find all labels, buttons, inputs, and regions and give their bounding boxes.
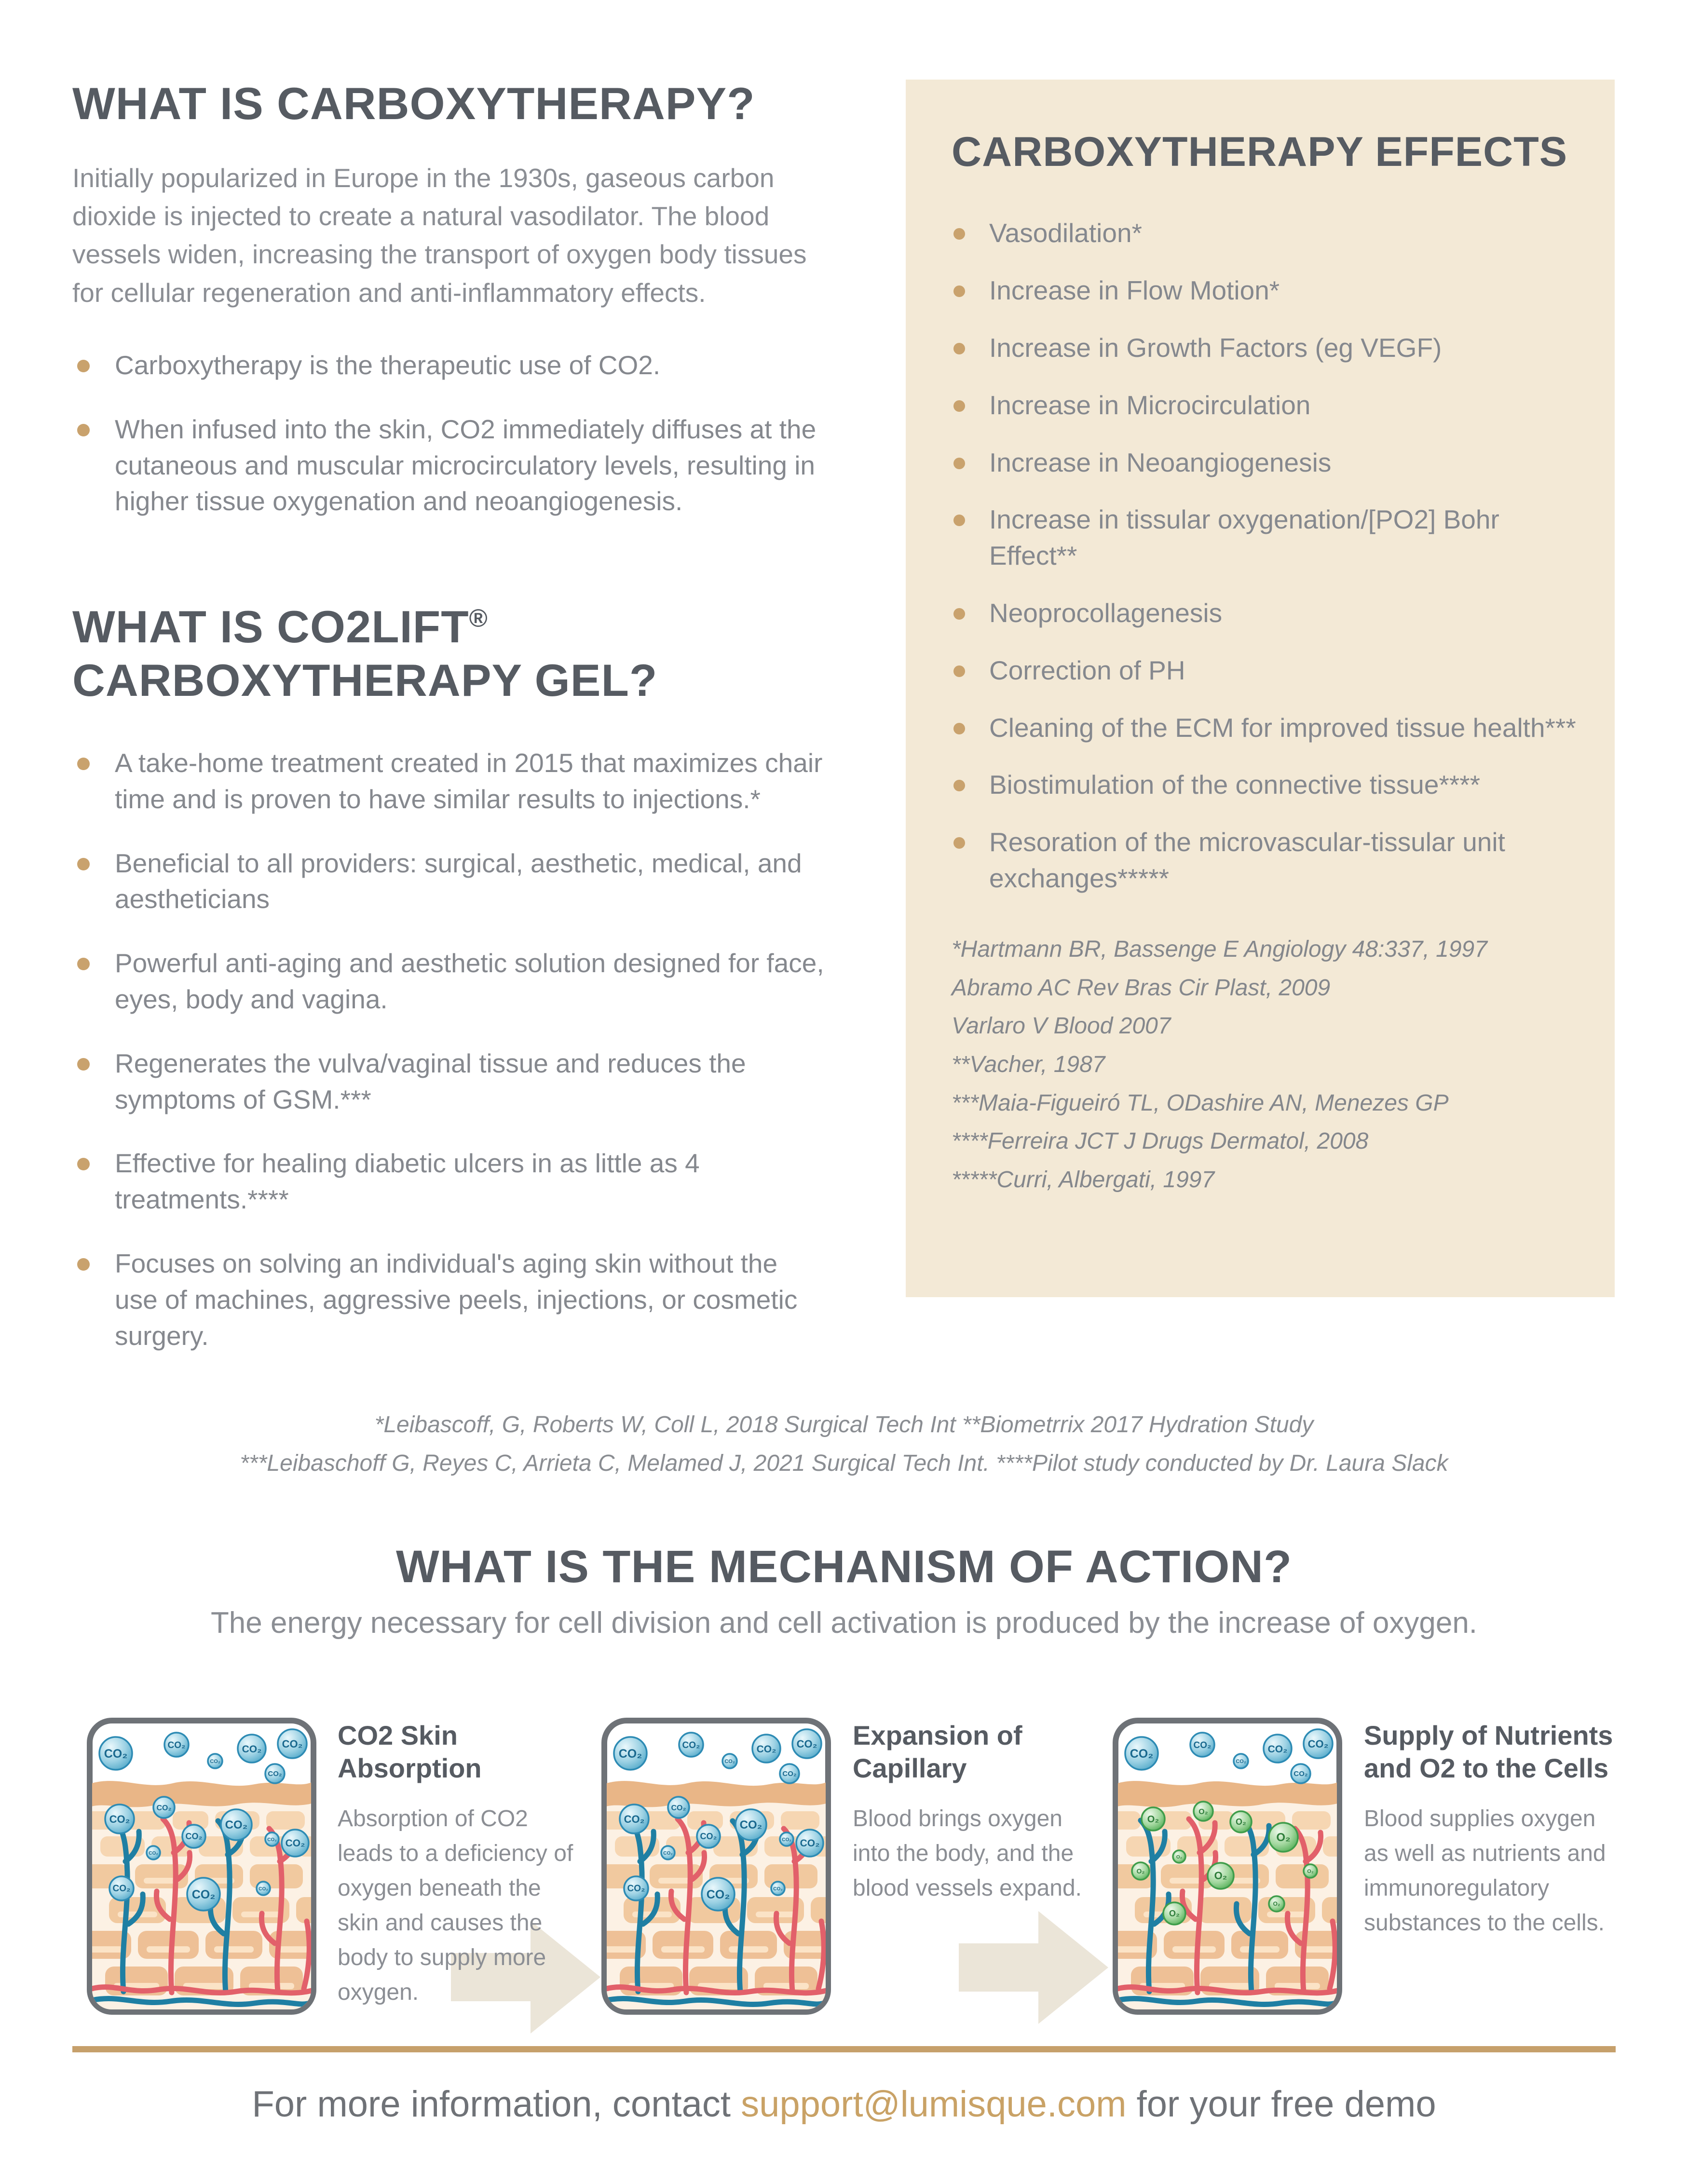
effects-bullets [952,215,1615,896]
svg-text:CO₂: CO₂ [671,1804,686,1812]
svg-text:CO₂: CO₂ [618,1747,642,1761]
svg-text:CO₂: CO₂ [242,1744,262,1755]
list-item: Resoration of the microvascular-tissular unit exchanges***** [952,824,1578,896]
panel-description: Blood supplies oxygen as well as nutrients and immunoregulatory substances to the cells. [1364,1805,1606,1936]
svg-text:O₂: O₂ [1147,1814,1159,1825]
svg-text:CO₂: CO₂ [282,1738,303,1750]
svg-text:CO₂: CO₂ [104,1747,128,1761]
registered-mark: ® [469,604,488,632]
effects-title: CARBOXYTHERAPY EFFECTS [952,129,1568,175]
footer-text: For more information, contact support@lumisque.com for your free demo [252,2084,1436,2125]
svg-text:CO₂: CO₂ [782,1770,797,1778]
svg-text:CO₂: CO₂ [268,1770,282,1778]
list-item: Powerful anti-aging and aesthetic solution designed for face, eyes, body and vagina. [72,945,825,1017]
panel-title: Supply of Nutrients and O2 to the Cells [1364,1720,1613,1784]
citation: ****Ferreira JCT J Drugs Dermatol, 2008 [952,1128,1369,1154]
svg-text:CO₂: CO₂ [782,1837,791,1843]
intro-bullets [72,347,822,547]
list-item: Beneficial to all providers: surgical, aesthetic, medical, and aestheticians [72,845,825,918]
svg-text:CO₂: CO₂ [796,1738,817,1750]
svg-text:CO₂: CO₂ [1267,1744,1288,1755]
svg-text:CO₂: CO₂ [739,1818,762,1831]
svg-text:O₂: O₂ [1136,1867,1145,1875]
flow-arrow-icon [959,1907,1108,2028]
svg-text:CO₂: CO₂ [1193,1740,1212,1750]
svg-text:CO₂: CO₂ [285,1838,305,1849]
list-item: Regenerates the vulva/vaginal tissue and reduces the symptoms of GSM.*** [72,1045,825,1118]
svg-text:O₂: O₂ [1169,1909,1180,1918]
svg-text:CO₂: CO₂ [773,1886,783,1892]
list-item: Increase in Growth Factors (eg VEGF) [952,330,1578,366]
citation: ***Maia-Figueiró TL, ODashire AN, Menezes GP [952,1090,1449,1116]
citation: **Vacher, 1987 [952,1051,1105,1077]
list-item: Increase in Flow Motion* [952,272,1578,309]
svg-text:CO₂: CO₂ [156,1804,172,1812]
support-email-link[interactable]: support@lumisque.com [741,2084,1127,2125]
gel-title: WHAT IS CO2LIFT® CARBOXYTHERAPY GEL? [72,601,658,705]
panel-2-text [853,1719,1084,1906]
svg-text:CO₂: CO₂ [1130,1747,1154,1761]
list-item: Neoprocollagenesis [952,595,1578,631]
svg-text:CO₂: CO₂ [109,1813,130,1825]
svg-text:O₂: O₂ [1236,1817,1246,1827]
panel-title: Expansion of Capillary [853,1720,1022,1784]
footer-divider [72,2046,1616,2052]
svg-text:CO₂: CO₂ [700,1831,717,1841]
svg-text:CO₂: CO₂ [706,1888,730,1901]
svg-text:CO₂: CO₂ [267,1837,277,1843]
list-item: Carboxytherapy is the therapeutic use of CO2. [72,347,822,383]
svg-text:CO₂: CO₂ [210,1759,220,1764]
list-item: Vasodilation* [952,215,1578,251]
svg-text:O₂: O₂ [1273,1900,1280,1907]
svg-text:CO₂: CO₂ [800,1838,820,1849]
panel-description: Absorption of CO2 leads to a deficiency of oxygen beneath the skin and causes the body to supply more oxygen. [338,1805,573,2005]
svg-text:CO₂: CO₂ [756,1744,776,1755]
svg-text:O₂: O₂ [1214,1870,1227,1882]
svg-text:CO₂: CO₂ [149,1851,158,1856]
svg-text:CO₂: CO₂ [167,1740,186,1750]
list-item: Biostimulation of the connective tissue**** [952,767,1578,803]
svg-text:CO₂: CO₂ [1236,1759,1246,1764]
footnote-line: *Leibascoff, G, Roberts W, Coll L, 2018 Surgical Tech Int **Biometrrix 2017 Hydration Study [374,1412,1314,1438]
panel-description: Blood brings oxygen into the body, and the blood vessels expand. [853,1805,1082,1901]
list-item: Increase in Neoangiogenesis [952,445,1578,481]
svg-text:CO₂: CO₂ [112,1884,131,1894]
effects-box [906,80,1615,1297]
footnote-line: ***Leibaschoff G, Reyes C, Arrieta C, Melamed J, 2021 Surgical Tech Int. ****Pilot study conducted by Dr. Laura Slack [240,1450,1448,1476]
list-item: Correction of PH [952,652,1578,689]
capillary-expansion-illustration [600,1717,832,2016]
gel-bullets [72,745,825,1382]
list-item: Effective for healing diabetic ulcers in as little as 4 treatments.**** [72,1145,825,1218]
svg-text:CO₂: CO₂ [185,1831,203,1841]
svg-text:CO₂: CO₂ [663,1851,673,1856]
panel-title: CO2 Skin Absorption [338,1720,482,1784]
mechanism-subtitle: The energy necessary for cell division and cell activation is produced by the increase of oxygen. [210,1606,1478,1640]
svg-text:CO₂: CO₂ [259,1886,268,1892]
nutrient-supply-illustration [1112,1717,1343,2016]
svg-text:CO₂: CO₂ [1293,1770,1308,1778]
svg-text:CO₂: CO₂ [627,1884,645,1894]
list-item: When infused into the skin, CO2 immediately diffuses at the cutaneous and muscular microcirculatory levels, resulting in higher tissue oxygenation and neoangiogenesis. [72,411,822,519]
skin-absorption-illustration [86,1717,317,2016]
list-item: Increase in tissular oxygenation/[PO2] Bohr Effect** [952,502,1578,574]
svg-text:CO₂: CO₂ [191,1888,216,1901]
svg-text:CO₂: CO₂ [724,1759,735,1764]
panel-1-text [338,1719,579,2010]
intro-paragraph: Initially popularized in Europe in the 1930s, gaseous carbon dioxide is injected to create a natural vasodilator. The blood vessels widen, increasing the transport of oxygen body tissues for cellular regeneration and anti-inflammatory effects. [72,163,807,308]
panel-3-text [1364,1719,1617,1940]
citation: *****Curri, Albergati, 1997 [952,1167,1215,1193]
svg-text:CO₂: CO₂ [1307,1738,1329,1750]
svg-text:CO₂: CO₂ [682,1740,700,1750]
svg-text:CO₂: CO₂ [624,1813,645,1825]
citation: *Hartmann BR, Bassenge E Angiology 48:337, 1997 [952,936,1487,962]
list-item: A take-home treatment created in 2015 that maximizes chair time and is proven to have similar results to injections.* [72,745,825,817]
svg-text:O₂: O₂ [1198,1808,1208,1816]
svg-text:O₂: O₂ [1176,1855,1183,1860]
svg-text:O₂: O₂ [1307,1869,1314,1874]
intro-title: WHAT IS CARBOXYTHERAPY? [72,78,755,129]
svg-text:CO₂: CO₂ [225,1818,248,1831]
mechanism-title: WHAT IS THE MECHANISM OF ACTION? [396,1541,1292,1592]
list-item: Focuses on solving an individual's aging skin without the use of machines, aggressive peels, injections, or cosmetic surgery. [72,1246,825,1354]
list-item: Cleaning of the ECM for improved tissue health*** [952,710,1578,746]
effects-citations [952,930,1615,1199]
study-footnotes [0,1406,1688,1482]
list-item: Increase in Microcirculation [952,387,1578,423]
citation: Varlaro V Blood 2007 [952,1013,1171,1039]
citation: Abramo AC Rev Bras Cir Plast, 2009 [952,975,1331,1001]
svg-text:O₂: O₂ [1276,1831,1291,1844]
